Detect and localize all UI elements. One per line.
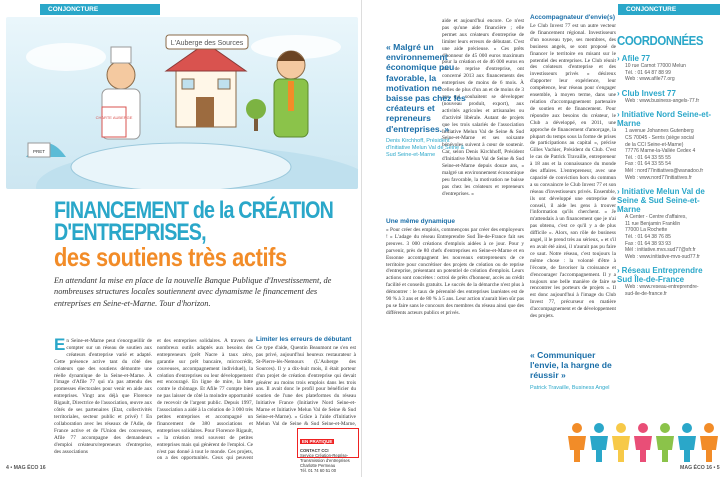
chevron-right-icon: ›	[617, 54, 620, 63]
quote-text: « Communiquer l'envie, la hargne de réussir »	[530, 350, 612, 381]
right-col2-text: Le Club Invest 77 est un autre vecteur de financement régional. Investisseurs d'un nouveau type, ses membres, des business angels, se sont proposé de financer le territoire en misant sur le potentiel des entreprises. Le Club réunit des créateurs d'entreprise et des investisseurs privés « désireux d'apporter leur expérience, leur compétence, leur réseau pour s'engager ensemble, à moyen terme, dans une relation d'accompagnement partenaire de soutien et de financement. Pour répondre aux besoins du créateur, le Club a développé, en 2011, une approche de financement d'amorçage, la plupart du temps sous la forme de prises de participations au capital », précise Gilles Vachier, Président du Club. C'est le cas de Patrick Travaille, entrepreneur à 18 ans et la connaissance du monde des affaires. L'entrepreneur, avec une capacité de conviction hors du commun a su convaincre le Club Invest 77 et son réseau d'investisseurs privés. Ensemble, ils ont développé une entreprise de conseil, il aide les gens à trouver l'information qu'ils cherchent. « Je m'attendais à un financement que je n'ai pas obtenu, c'est ce qu'il y a de plus difficile ». Alors, son rôle de business angel, il le prend très au sérieux, « et s'il en avait été ainsi, il n'aurait pas pu faire ce saut. Notre réseau, c'est toujours la même chose : la volonté d'être à l'écoute, de favoriser la croissance et d'encourager l'accompagnement. Il y a toujours une belle manière de faire se rencontrer les porteurs de projets ». Il est donc aujourd'hui à l'image du Club Invest 77, précurseur en matière d'accompagnement et de développement des projets.	[530, 23, 616, 320]
contact-line: Tél. 01 74 60 51 00	[300, 468, 337, 473]
contact-entry	[617, 110, 719, 181]
contacts-title: COORDONNÉES	[617, 33, 704, 48]
contact-entry-line[interactable]: Web : www.business-angels-77.fr	[625, 97, 700, 104]
contact-entry	[617, 187, 719, 260]
left-col3-text: Ce type d'aide, Quentin Beaumont ne s'en est pas privé, aujourd'hui heureux restaurateur à St-Pierre-lès-Nemours (L'Auberge des Sources). Il y a dix-huit mois, il était porteur d'un projet de création d'entreprise qui devait générer au moins trois emplois dans les trois ans. Il avait donc le profil pour bénéficier du soutien de l'une des plateformes du réseau Initiative France (Initiative Nord Seine-et-Marne et Initiative Melun Val de Seine & Sud Seine-et-Marne). « Grâce à l'aide d'Initiative Melun Val de Seine & Sud Seine-et-Marne,	[256, 345, 356, 426]
paper-figure	[590, 423, 608, 462]
left-column-1	[54, 338, 152, 462]
contact-entry-line[interactable]: Web : www.reseau-entreprendre-	[625, 284, 699, 291]
left-column-3	[256, 334, 356, 426]
illustration	[6, 17, 358, 189]
contact-entry-line: Fax : 01 64 33 55 54	[625, 161, 671, 168]
contact-entry	[617, 54, 719, 83]
contact-entry-line: 10 rue Carnot 77000 Melun	[625, 63, 686, 69]
paper-chain-illustration	[560, 420, 720, 464]
contact-entry-name	[617, 54, 719, 63]
title-line-3: des soutiens très actifs	[54, 242, 287, 272]
contact-entry-line: A Center - Centre d'affaires,	[625, 214, 687, 221]
pull-quote-1	[386, 42, 468, 159]
chevron-right-icon: ›	[617, 88, 620, 98]
contact-entry-line: 11 rue Benjamin Franklin	[625, 220, 681, 227]
drop-cap: E	[54, 338, 66, 354]
contact-entry-line: Tél. : 01 64 33 55 55	[625, 154, 671, 161]
section-ribbon: CONJONCTURE	[40, 4, 160, 15]
contact-entry-label: Initiative Melun Val de Seine & Sud Seine-et-Marne	[617, 187, 705, 215]
paper-figure	[634, 423, 652, 462]
contact-entry-name	[617, 187, 719, 214]
section-ribbon: CONJONCTURE	[618, 4, 720, 15]
contact-entry-line[interactable]: Web : www.nord77initiatives.fr	[625, 174, 692, 181]
chevron-right-icon: ›	[617, 266, 620, 276]
contact-entry-line: 77776 Marne-la-Vallée Cedex 4	[625, 148, 696, 155]
practical-tag: EN PRATIQUE	[302, 439, 333, 444]
contact-entry-line: Fax : 01 64 38 93 93	[625, 240, 671, 247]
contact-entry-line: Tél. : 01 64 38 76 85	[625, 233, 671, 240]
left-col2-text: et des entreprises solidaires. À travers de nombreux outils adaptés aux besoins des entrepreneurs (prêt Nacre à taux zéro, garantie sur prêt bancaire, microcrédit, couveuses, accompagnement individuel), la création d'entreprises ou leur développement est encouragé. En ligne de mire, la lutte contre le chômage. Et Afile 77 compte bien ne pas laisser de côté la moindre opportunité de recevoir de l'argent public. Depuis 1997, l'association a aidé à la création de 3 000 très petites entreprises et accompagné un financement de 380 associations et entreprises solidaires. Pour Florence Rigault, « la création rend souvent de petites entreprises mais qui génèrent de l'emploi. Ce n'est pas donné à tout le monde. Ces projets, on a des opportunités. Ceux qui peuvent	[157, 338, 253, 462]
contact-entry	[617, 266, 719, 297]
right-column-1b	[386, 216, 524, 464]
left-col1-text: n Seine-et-Marne peut s'enorgueillir de compter sur un réseau de soutien aux créateurs d'entreprise varié et adapté. Cette présence active tant du côté des créateurs que des soutiens démontre une réelle dynamique de la Seine-et-Marne. À l'image d'Afile 77 qui n'a pas attendu des promesses électorales pour venir en aide aux entreprises. Vingt ans déjà que Florence Rigault, Directrice de l'association, œuvre aux côtés de ses partenaires (Etat, collectivités territoriales, secteur public et privé) ! En collaboration avec les réseaux de l'Adie, de France active et de l'Union des couveuses, Afile 77 accompagne des demandeurs d'emploi créateurs/repreneurs d'entreprise, des associations	[54, 338, 152, 455]
right-col1-text: aide et aujourd'hui encore. Ce n'est pas qu'une aide financière ; elle permet aux créateurs d'entreprise de limiter leurs erreurs de débutant. C'est une aide précieuse. » Ces prêts d'honneur de 45 000 euros maximum pour la création et de 46 000 euros en cas de reprise d'entreprise, ont concerné 2013 aux financements des entreprises de moins de 6 mois. À celles de plus d'un an et de moins de 3 ans qui souhaitent se développer (nouveau produit, export), aux activités agricoles et artisanales ou d'activité libérale. Autant de projets que les trois salariés de l'association Initiative Melun Val de Seine & Sud Seine-et-Marne et ses soixante bénévoles suivent à cœur de soutenir. Car, selon Denis Kirchhoff, Président d'Initiative Melun Val de Seine & Sud Seine-et-Marne depuis douze ans, « malgré un environnement économique peu favorable, la motivation ne baisse pas chez les créateurs et repreneurs d'entreprises. »	[442, 18, 524, 197]
pull-quote-2	[530, 350, 616, 392]
paper-figure	[700, 423, 718, 462]
contact-entry-label: Initiative Nord Seine-et-Marne	[617, 110, 712, 129]
quote-text: « Malgré un environnement économique peu favorable, la motivation ne baisse pas chez les créateurs et repreneurs d'entreprises. »	[386, 42, 466, 134]
paper-figure	[678, 423, 696, 462]
quote-author: Patrick Travaille, Business Angel	[530, 384, 610, 391]
contact-entry-line[interactable]: Web : www.initiative-mvs-sud77.fr	[625, 253, 700, 260]
spacer	[382, 17, 428, 18]
contact-entry-line: CS 70045 - Serris (siège social	[625, 134, 694, 141]
contact-entry-name	[617, 89, 719, 98]
article-lead: En attendant la mise en place de la nouvelle Banque Publique d'Investissement, de nombreuses structures locales soutiennent avec dynamisme le financement des entreprises en Seine-et-Marne. Tour d'horizon.	[54, 276, 332, 308]
contacts-sidebar	[617, 34, 719, 297]
left-column-2	[157, 338, 253, 462]
contact-title: CONTACT CCI	[300, 448, 329, 453]
paper-chain-svg	[560, 420, 720, 464]
contact-entry-line: sud-ile-de-france.fr	[625, 290, 667, 297]
contact-entry-line: 77000 La Rochette	[625, 227, 668, 234]
contact-line: Service Création-Reprise-Transmission d'entreprises	[300, 453, 350, 463]
contact-entry-label: Réseau Entreprendre Sud Île-de-France	[617, 266, 703, 285]
section-heading: Accompagnateur d'envie(s)	[530, 14, 615, 21]
contact-entry-line[interactable]: Mél : nord77initiatives@wanadoo.fr	[625, 167, 704, 174]
contact-entry-name	[617, 266, 719, 284]
chevron-right-icon: ›	[617, 110, 620, 120]
title-line-2: D'ENTREPRISES,	[54, 219, 206, 246]
paper-figure	[612, 423, 630, 462]
chevron-right-icon: ›	[617, 187, 620, 197]
right-column-2	[530, 12, 616, 342]
quote-author: Denis Kirchhoff, Président d'Initiative Melun Val de Seine & Sud Seine-et-Marne	[386, 137, 465, 158]
page-footer: 4 • MAG ÉCO 16	[6, 465, 46, 471]
auberge-sign: L'Auberge des Sources	[170, 40, 244, 47]
menu-board: CHARTE AUBERGE	[95, 115, 133, 120]
right-col1b-text: « Pour créer des emplois, commençons par créer des employeurs ! » L'adage du réseau Entreprendre Sud Île-de-France fait ses preuves. 3 000 créations d'emplois aidées à ce jour. Pour y parvenir, près de 80 chefs d'entreprises en Seine-et-Marne et en Essonne accompagnent les nouveaux entrepreneurs de ce territoire pour concrétiser des projets de création ou de reprise d'entreprise, présentant un potentiel de création d'emplois. Leurs actions sont concrètes : octroi de prêts d'honneur, accès au crédit facilité et conseils gratuits. Le succès de la démarche n'est plus à démontrer : le taux de pérennité des entreprises lauréates est de 90 % à 3 ans et de 80 % à 5 ans. Leur action n'aurait bien sûr pas pu se faire sans le concours des membres du réseau ainsi que des différents acteurs publics et privés.	[386, 227, 524, 316]
section-heading: Limiter les erreurs de débutant	[256, 336, 352, 343]
illustration-svg	[6, 17, 358, 189]
contact-entry-line: de la CCI Seine-et-Marne)	[625, 141, 684, 148]
contact-entry-label: Club Invest 77	[621, 88, 676, 98]
paper-figure	[568, 423, 586, 462]
page-footer: MAG ÉCO 16 • 5	[680, 465, 720, 471]
article-title	[54, 197, 394, 272]
paper-figure	[656, 423, 674, 462]
contact-entry-line[interactable]: Mél : initiative.mvs.sud77@sfr.fr	[625, 247, 696, 254]
practical-info-box	[297, 428, 359, 473]
pret-label: PRET	[32, 149, 46, 154]
section-heading: Une même dynamique	[386, 218, 455, 225]
contact-entry-name	[617, 110, 719, 128]
contact-entry-line: 1 avenue Johannes Gutenberg	[625, 128, 694, 135]
contact-entry-label: Afile 77	[621, 54, 651, 63]
contacts-list	[617, 54, 719, 297]
contact-entry-line[interactable]: Web : www.afile77.org	[625, 76, 675, 83]
contact-line: Charlotte Permeau	[300, 463, 336, 468]
contact-entry	[617, 89, 719, 105]
contact-entry-line: Tél. : 01 64 87 88 99	[625, 69, 671, 76]
title-line-1: FINANCEMENT de la CRÉATION	[54, 197, 333, 224]
